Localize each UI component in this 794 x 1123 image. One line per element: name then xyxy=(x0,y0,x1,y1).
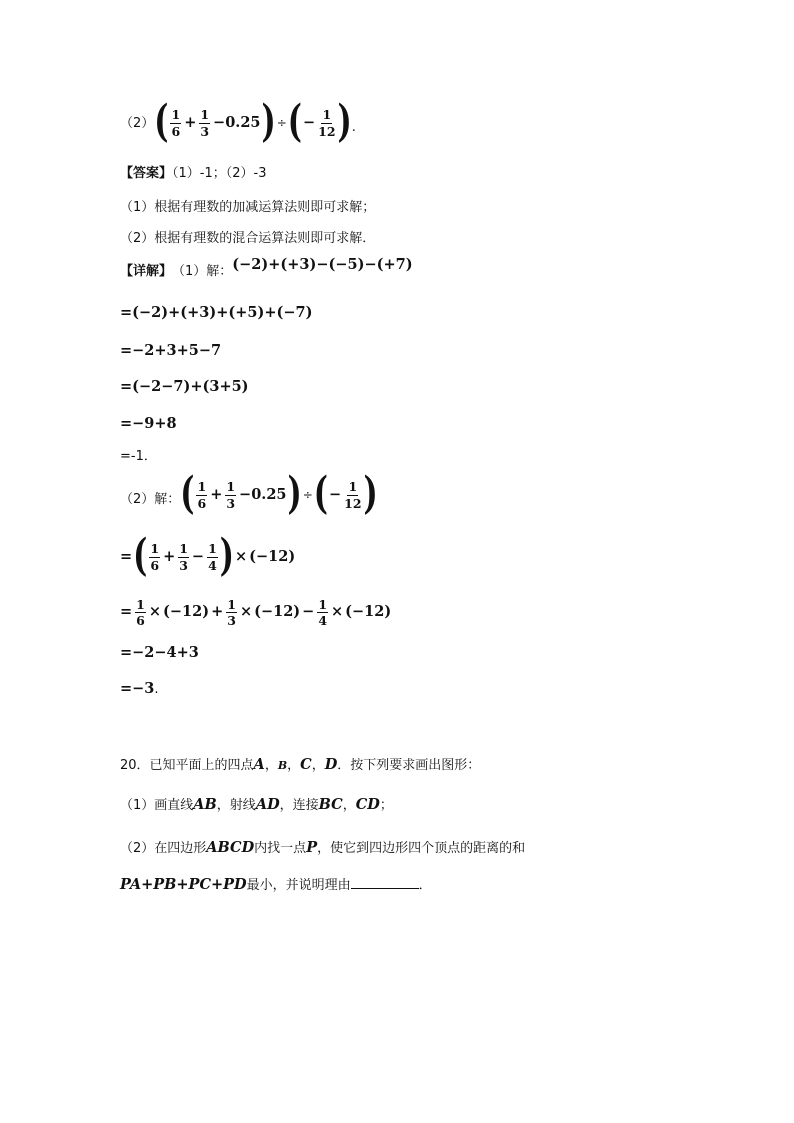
answer-text: （1）-1；（2）-3 xyxy=(172,166,267,181)
comma: ， xyxy=(287,758,301,773)
neg-twelve: (−12) xyxy=(163,603,210,621)
problem20-question-2-cont xyxy=(120,876,432,893)
result-value: =−3 xyxy=(120,680,155,697)
left-paren: ( xyxy=(287,96,302,148)
point-B: B xyxy=(277,759,288,772)
fraction: $\frac{1}{6}$ xyxy=(197,479,207,511)
fraction: $\frac{1}{3}$ xyxy=(179,541,188,573)
times-sign: × xyxy=(234,547,248,565)
minus-sign: − xyxy=(302,603,315,621)
neg-twelve: (−12) xyxy=(249,547,296,565)
fraction: $\frac{1}{6}$ xyxy=(171,107,181,139)
right-paren: ) xyxy=(219,530,234,582)
detail-step-2: =−2+3+5−7 xyxy=(120,342,222,359)
detail-step-4: =−9+8 xyxy=(120,415,177,432)
comma: ， xyxy=(342,798,356,813)
problem20-question-2 xyxy=(120,841,525,856)
fraction: $\frac{1}{4}$ xyxy=(318,597,328,629)
detail-step-9 xyxy=(120,682,159,697)
fraction: $\frac{1}{3}$ xyxy=(227,597,236,629)
decimal-term: −0.25 xyxy=(239,485,287,503)
right-paren: ) xyxy=(363,468,378,520)
q2-suffix: ，使它到四边形四个顶点的距离的和 xyxy=(317,841,526,856)
neg-twelve: (−12) xyxy=(345,603,392,621)
detail-step-6 xyxy=(120,530,296,582)
decimal-term: −0.25 xyxy=(213,113,261,131)
end-period: . xyxy=(154,682,159,697)
stem-prefix: 20．已知平面上的四点 xyxy=(120,758,254,773)
q1-connect: ，连接 xyxy=(279,798,319,813)
q2-tail: 最小，并说明理由 xyxy=(246,878,351,893)
right-paren: ) xyxy=(261,96,276,148)
times-sign: × xyxy=(239,603,253,621)
plus-sign: + xyxy=(184,113,197,131)
fraction: $\frac{1}{3}$ xyxy=(226,479,236,511)
analysis-line-1: （1）根据有理数的加减运算法则即可求解； xyxy=(120,200,376,215)
answer-label: 【答案】 xyxy=(120,166,173,181)
equals-sign: = xyxy=(120,603,133,621)
detail-step-3: =(−2−7)+(3+5) xyxy=(120,378,249,395)
minus-sign: − xyxy=(328,485,342,503)
right-paren: ) xyxy=(287,468,302,520)
fraction: $\frac{1}{3}$ xyxy=(200,107,210,139)
fraction: $\frac{1}{12}$ xyxy=(344,479,362,511)
detail-step-1: =(−2)+(+3)+(+5)+(−7) xyxy=(120,304,313,321)
point-P: P xyxy=(306,839,318,856)
comma: ， xyxy=(264,758,278,773)
equals-sign: = xyxy=(120,547,133,565)
distance-sum: PA+PB+PC+PD xyxy=(120,876,247,893)
fraction: $\frac{1}{6}$ xyxy=(150,541,160,573)
part1-expression: (−2)+(+3)−(−5)−(+7) xyxy=(232,256,413,273)
left-paren: ( xyxy=(154,96,169,148)
right-paren: ) xyxy=(337,96,352,148)
q1-prefix: （1）画直线 xyxy=(120,798,194,813)
left-paren: ( xyxy=(133,530,148,582)
analysis-line-2: （2）根据有理数的混合运算法则即可求解． xyxy=(120,231,376,246)
point-C: C xyxy=(300,756,312,773)
plus-sign: + xyxy=(163,547,176,565)
left-paren: ( xyxy=(180,468,195,520)
detail-label: 【详解】 xyxy=(120,263,173,279)
part2-prefix: （2）解： xyxy=(120,492,181,507)
answer-blank[interactable] xyxy=(351,876,419,889)
fraction: $\frac{1}{4}$ xyxy=(208,541,217,573)
q2-prefix: （2）在四边形 xyxy=(120,841,207,856)
comma: ， xyxy=(311,758,325,773)
neg-twelve: (−12) xyxy=(254,603,301,621)
q2-end: ． xyxy=(418,878,432,893)
minus-sign: − xyxy=(191,547,205,565)
plus-sign: + xyxy=(210,485,223,503)
segment-CD: CD xyxy=(355,796,380,813)
detail-part1-header xyxy=(120,256,413,279)
part-label: （2） xyxy=(120,115,155,131)
q1-end: ； xyxy=(379,798,393,813)
detail-part2-header xyxy=(120,468,378,520)
point-A: A xyxy=(253,756,265,773)
segment-BC: BC xyxy=(318,796,343,813)
problem20-stem xyxy=(120,758,480,773)
ray-AD: AD xyxy=(255,796,280,813)
detail-step-7-distribute xyxy=(120,598,392,627)
divide-sign: ÷ xyxy=(276,116,287,130)
minus-sign: − xyxy=(302,113,316,131)
part1-prefix: （1）解： xyxy=(172,263,233,279)
point-D: D xyxy=(324,756,338,773)
times-sign: × xyxy=(331,603,344,621)
fraction: $\frac{1}{6}$ xyxy=(136,597,145,629)
problem19-part2-statement xyxy=(120,96,356,148)
stem-suffix: ．按下列要求画出图形： xyxy=(337,758,481,773)
q1-ray: ，射线 xyxy=(216,798,256,813)
problem20-question-1 xyxy=(120,798,393,813)
answer-line xyxy=(120,167,266,180)
plus-sign: + xyxy=(211,603,224,621)
times-sign: × xyxy=(148,603,162,621)
line-AB: AB xyxy=(193,796,217,813)
left-paren: ( xyxy=(313,468,328,520)
end-period: . xyxy=(351,120,356,135)
q2-mid: 内找一点 xyxy=(254,841,307,856)
divide-sign: ÷ xyxy=(302,488,313,502)
quadrilateral-ABCD: ABCD xyxy=(206,839,255,856)
detail-step-5: =-1． xyxy=(120,449,157,464)
detail-step-8: =−2−4+3 xyxy=(120,644,199,661)
fraction: $\frac{1}{12}$ xyxy=(318,107,336,139)
